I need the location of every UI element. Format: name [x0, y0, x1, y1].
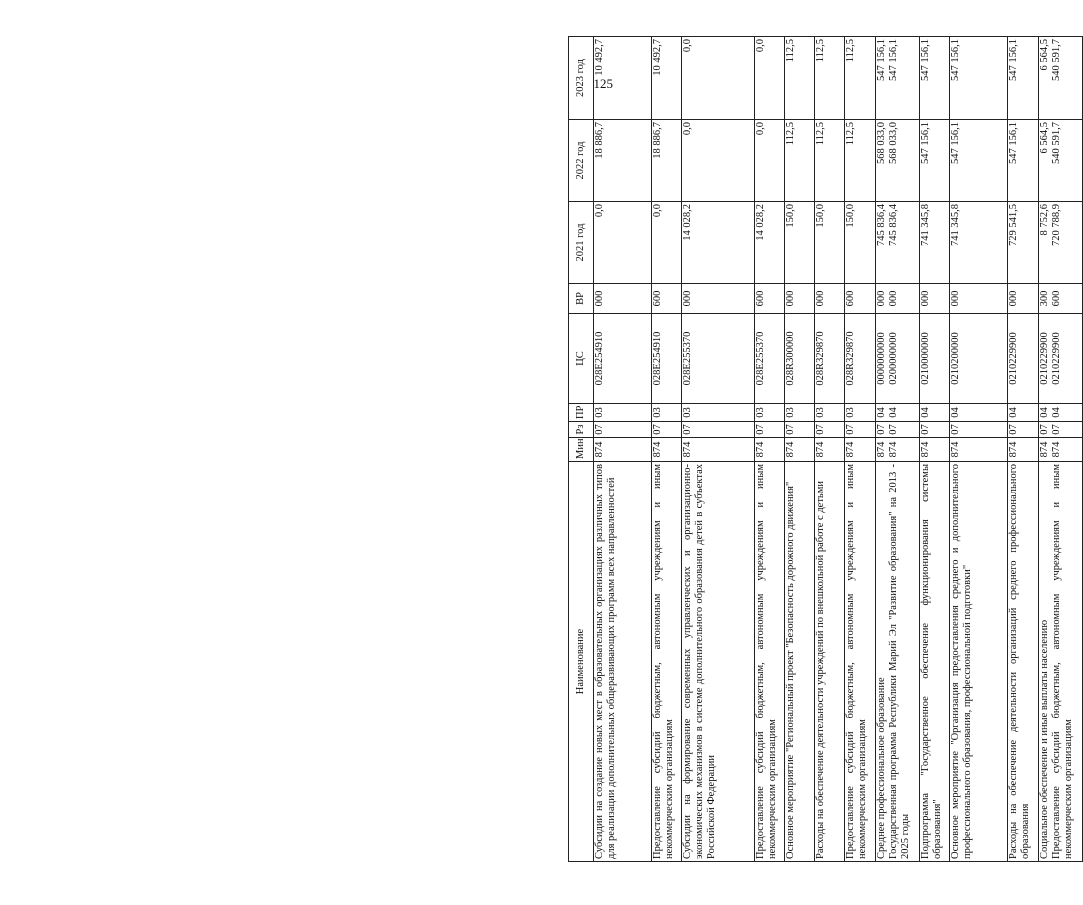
header-min: Мин: [569, 438, 594, 462]
row-min: 874: [594, 438, 652, 462]
header-2023: 2023 год: [569, 37, 594, 120]
row-2021: 0,0: [594, 202, 652, 284]
row-2023: 112,5: [815, 37, 845, 120]
row-min: 874: [652, 438, 682, 462]
row-rz: 07: [652, 422, 682, 438]
row-2021: 8 752,6: [1038, 204, 1050, 236]
row-rz: 07: [682, 422, 754, 438]
row-2021: 741 345,8: [919, 202, 949, 284]
row-min: 874: [1038, 441, 1050, 458]
row-rz: 07: [1038, 424, 1050, 435]
table-row: [1008, 37, 1038, 862]
header-pr: ПР: [569, 404, 594, 422]
row-min: 874: [919, 438, 949, 462]
row-2022: 6 564,5: [1038, 122, 1050, 154]
row-name: Предоставление субсидий бюджетным, автономным учреждениям и иным некоммерческим организациям: [754, 462, 784, 862]
row-rz: 07: [950, 422, 1008, 438]
row-name: Среднее профессиональное образование: [875, 677, 887, 859]
row-cs: 0210200000: [950, 314, 1008, 404]
row-vr: 000: [875, 290, 887, 307]
row-rz: 07: [754, 422, 784, 438]
row-2023: 547 156,1: [1008, 37, 1038, 120]
row-pr: 04: [1038, 407, 1050, 418]
row-rz: 07: [815, 422, 845, 438]
row-2021: 745 836,4: [875, 204, 887, 246]
row-2023: 10 492,7: [594, 37, 652, 120]
row-min: 874: [784, 438, 814, 462]
row-name: Расходы на обеспечение деятельности организаций среднего профессионального образования: [1008, 462, 1038, 862]
row-cs: 028R329870: [845, 314, 875, 404]
budget-table: [568, 36, 1083, 862]
table-row-group: [1038, 37, 1082, 862]
table-row: [652, 37, 682, 862]
row-2021: 14 028,2: [682, 202, 754, 284]
table-row: [845, 37, 875, 862]
row-min: 874: [875, 441, 887, 458]
row-min: 874: [1008, 438, 1038, 462]
row-2023: 547 156,1: [919, 37, 949, 120]
row-pr: 04: [950, 404, 1008, 422]
row-2021: 729 541,5: [1008, 202, 1038, 284]
row-name: Основное мероприятие "Региональный проект "Безопасность дорожного движения": [784, 462, 814, 862]
row-vr: 600: [845, 284, 875, 314]
row-rz: 07: [1008, 422, 1038, 438]
table-row-group: [875, 37, 919, 862]
row-rz: 07: [1050, 424, 1062, 435]
row-2022: 568 033,0: [875, 122, 887, 164]
row-cs: 028E255370: [682, 314, 754, 404]
row-pr: 03: [815, 404, 845, 422]
row-2022: 547 156,1: [919, 120, 949, 202]
row-cs: 028R300000: [784, 314, 814, 404]
row-2022: 18 886,7: [594, 120, 652, 202]
row-rz: 07: [845, 422, 875, 438]
row-pr: 03: [652, 404, 682, 422]
rotated-table-container: [568, 37, 1083, 862]
row-vr: 000: [919, 284, 949, 314]
row-name: Расходы на обеспечение деятельности учреждений по внешкольной работе с детьми: [815, 462, 845, 862]
row-cs: 0000000000: [875, 332, 887, 385]
row-2021: 150,0: [784, 202, 814, 284]
row-cs: 0210229900: [1038, 332, 1050, 385]
row-cs: 028E254910: [594, 314, 652, 404]
row-name: Субсидии на формирование современных управленческих и организационно-экономических механизмов в системе дополнительного образования детей в субъектах Российской Федерации: [682, 462, 754, 862]
row-2023: 112,5: [784, 37, 814, 120]
row-2023: 547 156,1: [950, 37, 1008, 120]
row-pr: 04: [1008, 404, 1038, 422]
row-cs: 028E255370: [754, 314, 784, 404]
row-rz: 07: [875, 424, 887, 435]
row-2022: 568 033,0: [887, 122, 899, 164]
row-cs: 0200000000: [887, 332, 899, 385]
row-pr: 03: [594, 404, 652, 422]
table-row: [815, 37, 845, 862]
row-pr: 04: [875, 407, 887, 418]
row-2023: 0,0: [754, 37, 784, 120]
row-vr: 300: [1038, 290, 1050, 307]
row-2022: 547 156,1: [950, 120, 1008, 202]
row-2023: 540 591,7: [1050, 39, 1062, 81]
row-rz: 07: [594, 422, 652, 438]
row-vr: 600: [652, 284, 682, 314]
row-vr: 000: [815, 284, 845, 314]
row-pr: 04: [919, 404, 949, 422]
header-rz: Рз: [569, 422, 594, 438]
table-row: [754, 37, 784, 862]
row-name: Государственная программа Республики Марий Эл "Развитие образования" на 2013 - 2025 годы: [887, 464, 911, 859]
row-cs: 028E254910: [652, 314, 682, 404]
table-row: [919, 37, 949, 862]
row-2021: 150,0: [815, 202, 845, 284]
row-name: Предоставление субсидий бюджетным, автономным учреждениям и иным некоммерческим организациям: [1050, 464, 1074, 859]
row-rz: 07: [887, 424, 899, 435]
row-2021: 150,0: [845, 202, 875, 284]
row-2023: 6 564,5: [1038, 39, 1050, 71]
row-min: 874: [815, 438, 845, 462]
row-2023: 547 156,1: [887, 39, 899, 81]
header-2021: 2021 год: [569, 202, 594, 284]
row-vr: 000: [887, 290, 899, 307]
row-name: Социальное обеспечение и иные выплаты населению: [1038, 619, 1050, 859]
row-pr: 04: [887, 407, 899, 418]
row-2023: 0,0: [682, 37, 754, 120]
header-name: Наименование: [569, 462, 594, 862]
row-vr: 000: [950, 284, 1008, 314]
row-2023: 10 492,7: [652, 37, 682, 120]
row-vr: 000: [682, 284, 754, 314]
row-vr: 000: [784, 284, 814, 314]
row-vr: 000: [594, 284, 652, 314]
row-cs: 0210229900: [1008, 314, 1038, 404]
row-min: 874: [682, 438, 754, 462]
table-row: [784, 37, 814, 862]
row-2021: 741 345,8: [950, 202, 1008, 284]
page-number: 125: [593, 76, 613, 91]
row-2023: 547 156,1: [875, 39, 887, 81]
row-rz: 07: [919, 422, 949, 438]
row-pr: 03: [754, 404, 784, 422]
row-name: Предоставление субсидий бюджетным, автономным учреждениям и иным некоммерческим организациям: [652, 462, 682, 862]
row-rz: 07: [784, 422, 814, 438]
table-body: [594, 37, 1083, 862]
row-pr: 03: [784, 404, 814, 422]
row-vr: 600: [1050, 290, 1062, 307]
row-min: 874: [754, 438, 784, 462]
row-2023: 112,5: [845, 37, 875, 120]
row-2022: 540 591,7: [1050, 122, 1062, 164]
row-2022: 112,5: [784, 120, 814, 202]
row-cs: 0210229900: [1050, 332, 1062, 385]
row-min: 874: [887, 441, 899, 458]
header-vr: ВР: [569, 284, 594, 314]
header-cs: ЦС: [569, 314, 594, 404]
row-2022: 0,0: [682, 120, 754, 202]
row-2022: 547 156,1: [1008, 120, 1038, 202]
row-name: Подпрограмма "Государственное обеспечение функционирования системы образования": [919, 462, 949, 862]
row-pr: 03: [845, 404, 875, 422]
table-row: [950, 37, 1008, 862]
row-2022: 112,5: [845, 120, 875, 202]
row-pr: 03: [682, 404, 754, 422]
row-pr: 04: [1050, 407, 1062, 418]
row-2021: 745 836,4: [887, 204, 899, 246]
row-2022: 18 886,7: [652, 120, 682, 202]
row-2022: 0,0: [754, 120, 784, 202]
table-header-row: [569, 37, 594, 862]
row-cs: 0210000000: [919, 314, 949, 404]
row-vr: 000: [1008, 284, 1038, 314]
table-row: [682, 37, 754, 862]
row-min: 874: [1050, 441, 1062, 458]
row-min: 874: [845, 438, 875, 462]
header-2022: 2022 год: [569, 120, 594, 202]
row-cs: 028R329870: [815, 314, 845, 404]
row-2021: 14 028,2: [754, 202, 784, 284]
row-2021: 0,0: [652, 202, 682, 284]
row-name: Субсидии на создание новых мест в образовательных организациях различных типов для реализации дополнительных общеразвивающих программ всех направленностей: [594, 462, 652, 862]
row-name: Основное мероприятие "Организация предоставления среднего и дополнительного профессионального образования, профессиональной подготовки": [950, 462, 1008, 862]
row-vr: 600: [754, 284, 784, 314]
row-2022: 112,5: [815, 120, 845, 202]
table-row: [594, 37, 652, 862]
row-min: 874: [950, 438, 1008, 462]
row-name: Предоставление субсидий бюджетным, автономным учреждениям и иным некоммерческим организациям: [845, 462, 875, 862]
row-2021: 720 788,9: [1050, 204, 1062, 246]
